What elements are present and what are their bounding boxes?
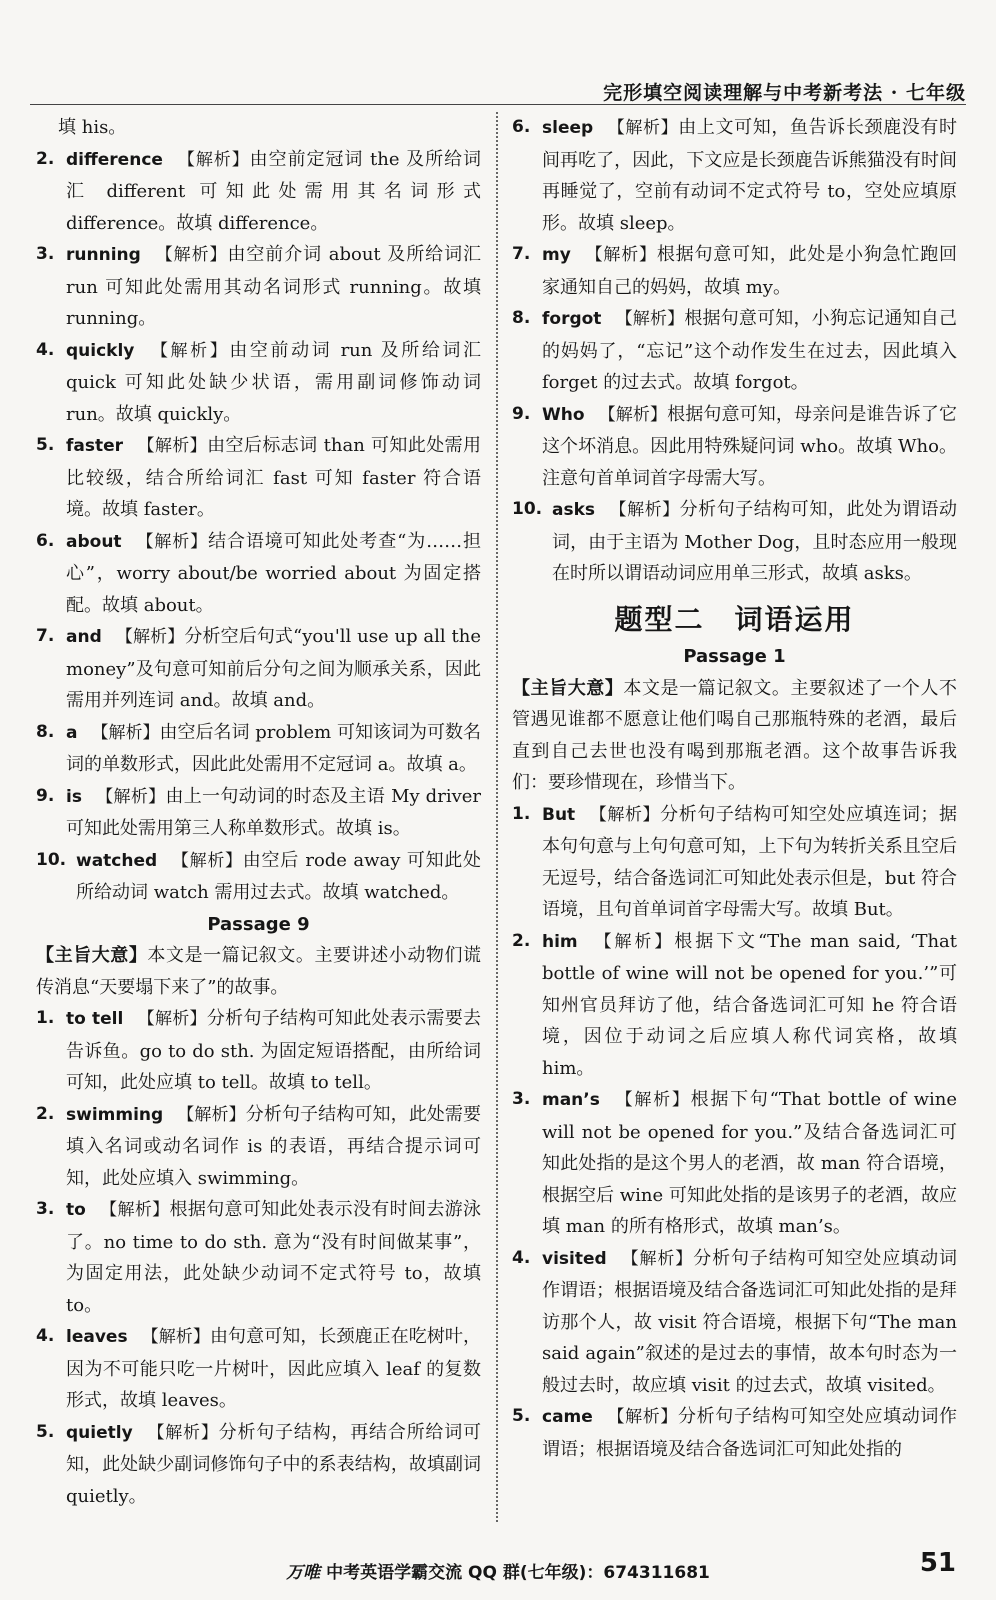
item-number: 2.	[512, 930, 531, 951]
analysis-text: 由空前动词 run 及所给词汇 quick 可知此处缺少状语，需用副词修饰动词 run。故填 quickly。	[66, 339, 482, 425]
item-body	[542, 926, 957, 1085]
item-body	[542, 1401, 957, 1465]
answer-word: leaves	[66, 1327, 128, 1347]
analysis-text: 分析句子结构可知，此处需要填入名词或动名词作 is 的表语，再结合提示词可知，此处应填入 swimming。	[66, 1103, 482, 1189]
item-body	[66, 1003, 481, 1099]
topic-tag: 【主旨大意】	[512, 677, 624, 699]
answer-item	[36, 1194, 481, 1321]
answer-item	[512, 303, 957, 399]
answer-word: is	[66, 786, 82, 807]
item-body	[76, 845, 481, 909]
analysis-text: 由空后名词 problem 可知该词为可数名词的单数形式，因此此处需用不定冠词 a。故填 a。	[66, 721, 482, 775]
item-number: 8.	[36, 721, 55, 742]
analysis-text: 根据句意可知此处表示没有时间去游泳了。no time to do sth. 意为“没有时间做某事”，为固定用法，此处缺少动词不定式符号 to，故填 to。	[66, 1199, 482, 1316]
answer-word: about	[66, 531, 122, 552]
item-body	[66, 1099, 481, 1195]
answer-word: came	[542, 1407, 593, 1427]
analysis-text: 由空后 rode away 可知此处所给动词 watch 需用过去式。故填 watched。	[76, 849, 482, 903]
item-number: 3.	[36, 1199, 55, 1219]
answer-item	[512, 799, 957, 926]
answer-word: quietly	[66, 1422, 133, 1443]
header-rule	[30, 104, 966, 105]
item-number: 9.	[36, 785, 55, 806]
answer-word: asks	[552, 500, 596, 520]
analysis-text: 根据句意可知，小狗忘记通知自己的妈妈了，“忘记”这个动作发生在过去，因此填入 forget 的过去式。故填 forgot。	[542, 308, 957, 393]
answer-list	[512, 112, 957, 590]
passage-heading: Passage 1	[683, 646, 786, 667]
answer-item	[36, 1003, 481, 1099]
answer-list	[36, 144, 481, 909]
analysis-text: 由上一句动词的时态及主语 My driver 可知此处需用第三人称单数形式。故填 is。	[66, 785, 481, 839]
page-number: 51	[919, 1548, 956, 1578]
answer-item	[36, 621, 481, 717]
analysis-text: 由上文可知，鱼告诉长颈鹿没有时间再吃了，因此，下文应是长颈鹿告诉熊猫没有时间再睡觉了，空前有动词不定式符号 to，空处应填原形。故填 sleep。	[542, 117, 957, 234]
item-body	[552, 494, 957, 590]
right-column	[512, 112, 957, 1465]
answer-word: running	[66, 245, 141, 265]
answer-word: to tell	[66, 1009, 124, 1029]
item-number: 4.	[36, 1326, 55, 1346]
analysis-text: 分析句子结构可知空处应填连词；据本句句意与上句句意可知，上下句为转折关系且空后无逗号，结合备选词汇可知此处表示但是，but 符合语境，且句首单词首字母需大写。故填 But。	[542, 803, 957, 920]
analysis-text: 分析句子结构可知，此处为谓语动词，由于主语为 Mother Dog，且时态应用一般现在时所以谓语动词应用单三形式，故填 asks。	[552, 499, 958, 584]
item-number: 3.	[36, 244, 55, 264]
analysis-tag: 【解析】	[135, 531, 209, 552]
answer-word: faster	[66, 436, 124, 456]
header-title: 完形填空阅读理解与中考新考法 · 七年级	[603, 82, 966, 104]
answer-word: a	[66, 722, 78, 743]
analysis-tag: 【解析】	[591, 931, 675, 952]
analysis-tag: 【解析】	[607, 118, 679, 138]
item-body	[66, 144, 481, 240]
analysis-tag: 【解析】	[99, 1200, 170, 1220]
analysis-tag: 【解析】	[176, 149, 250, 170]
topic-summary	[512, 673, 957, 799]
item-number: 1.	[512, 803, 531, 824]
item-body	[542, 239, 957, 303]
answer-word: my	[542, 245, 571, 265]
item-body	[66, 1321, 481, 1417]
answer-item	[512, 926, 957, 1085]
topic-summary	[36, 940, 481, 1003]
answer-item	[512, 239, 957, 303]
answer-item	[512, 112, 957, 239]
item-number: 7.	[512, 244, 531, 264]
analysis-text: 由空前介词 about 及所给词汇 run 可知此处需用其动名词形式 running。故填 running。	[66, 244, 482, 329]
answer-item	[512, 1401, 957, 1465]
item-number: 5.	[36, 435, 55, 455]
item-body	[66, 1417, 481, 1513]
item-body	[66, 781, 481, 845]
answer-word: watched	[76, 850, 158, 871]
item-number: 2.	[36, 1103, 55, 1124]
analysis-text: 分析句子结构可知此处表示需要去告诉鱼。go to do sth. 为固定短语搭配，由所给词可知，此处应填 to tell。故填 to tell。	[66, 1008, 482, 1093]
passage-heading: Passage 9	[207, 913, 310, 935]
item-number: 10.	[36, 849, 67, 870]
analysis-tag: 【解析】	[115, 627, 185, 647]
answer-item	[36, 526, 481, 622]
analysis-tag: 【解析】	[584, 245, 657, 265]
answer-word: quickly	[66, 340, 135, 361]
analysis-text: 根据下文“The man said, ‘That bottle of wine will not be opened for you.’”可知州官员拜访了他，结合备选词汇可知 he 符合语境，因位于动词之后应填人称代词宾格，故填 him。	[542, 930, 958, 1079]
answer-list	[36, 1003, 481, 1512]
answer-word: Who	[542, 404, 585, 425]
answer-word: visited	[542, 1248, 607, 1269]
analysis-tag: 【解析】	[613, 1090, 691, 1110]
item-number: 5.	[512, 1406, 531, 1426]
answer-word: forgot	[542, 309, 602, 329]
answer-word: him	[542, 931, 578, 952]
analysis-tag: 【解析】	[609, 500, 680, 520]
section-title: 题型二 词语运用	[614, 602, 855, 636]
footer-brand: 万唯	[286, 1563, 321, 1583]
answer-item	[36, 1321, 481, 1417]
topic-text: 本文是一篇记叙文。主要讲述小动物们谎传消息“天要塌下来了”的故事。	[36, 945, 482, 998]
answer-item	[36, 144, 481, 240]
analysis-tag: 【解析】	[615, 309, 685, 329]
analysis-text: 分析空后句式“you'll use up all the money”及句意可知前后分句之间为顺承关系，因此需用并列连词 and。故填 and。	[66, 626, 481, 711]
answer-item	[36, 430, 481, 526]
item-number: 6.	[512, 117, 531, 137]
item-number: 2.	[36, 148, 55, 169]
answer-word: sleep	[542, 118, 594, 138]
analysis-tag: 【解析】	[589, 804, 661, 825]
item-body	[66, 335, 481, 431]
item-body	[542, 303, 957, 399]
item-number: 1.	[36, 1008, 55, 1028]
analysis-tag: 【解析】	[137, 1009, 207, 1029]
answer-item	[36, 239, 481, 335]
item-body	[66, 621, 481, 717]
item-body	[66, 717, 481, 781]
analysis-tag: 【解析】	[598, 404, 668, 425]
analysis-text: 由句意可知，长颈鹿正在吃树叶，因为不可能只吃一片树叶，因此应填入 leaf 的复数形式，故填 leaves。	[66, 1326, 482, 1411]
answer-item	[512, 494, 957, 590]
analysis-tag: 【解析】	[146, 1422, 219, 1443]
answer-word: But	[542, 804, 576, 825]
answer-word: and	[66, 627, 102, 647]
answer-item	[512, 399, 957, 495]
item-body	[542, 1084, 957, 1243]
topic-text: 本文是一篇记叙文。主要叙述了一个人不管遇见谁都不愿意让他们喝自己那瓶特殊的老酒，最后直到自己去世也没有喝到那瓶老酒。这个故事告诉我们：要珍惜现在，珍惜当下。	[512, 677, 958, 793]
item-number: 5.	[36, 1421, 55, 1442]
answer-word: man’s	[542, 1090, 600, 1110]
answer-item	[512, 1084, 957, 1243]
analysis-tag: 【解析】	[137, 436, 208, 456]
answer-item	[512, 1243, 957, 1402]
item-body	[66, 1194, 481, 1321]
analysis-text: 分析句子结构，再结合所给词可知，此处缺少副词修饰句子中的系表结构，故填副词 quietly。	[66, 1421, 482, 1507]
analysis-tag: 【解析】	[620, 1248, 694, 1269]
item-body	[66, 430, 481, 526]
answer-item	[36, 845, 481, 909]
item-body	[542, 1243, 957, 1402]
answer-word: difference	[66, 149, 163, 170]
analysis-tag: 【解析】	[148, 340, 230, 361]
analysis-tag: 【解析】	[606, 1407, 679, 1427]
answer-item	[36, 1099, 481, 1195]
item-body	[66, 526, 481, 622]
column-divider	[496, 112, 498, 1522]
footer	[0, 1558, 996, 1583]
answer-word: swimming	[66, 1104, 164, 1125]
answer-item	[36, 335, 481, 431]
item-number: 7.	[36, 626, 55, 646]
analysis-text: 结合语境可知此处考查“为……担心”，worry about/be worried about 为固定搭配。故填 about。	[66, 530, 482, 616]
item-number: 3.	[512, 1089, 531, 1109]
analysis-tag: 【解析】	[177, 1104, 246, 1125]
left-column	[36, 112, 481, 1512]
analysis-tag: 【解析】	[154, 245, 228, 265]
analysis-text: 根据句意可知，母亲问是谁告诉了它这个坏消息。因此用特殊疑问词 who。故填 Who。注意句首单词首字母需大写。	[542, 403, 958, 489]
analysis-text: 由空后标志词 than 可知此处需用比较级，结合所给词汇 fast 可知 faster 符合语境。故填 faster。	[66, 435, 482, 520]
item-number: 10.	[512, 499, 543, 519]
analysis-tag: 【解析】	[141, 1327, 210, 1347]
answer-item	[36, 1417, 481, 1513]
item-number: 9.	[512, 403, 531, 424]
analysis-text: 根据句意可知，此处是小狗急忙跑回家通知自己的妈妈，故填 my。	[542, 244, 958, 298]
analysis-tag: 【解析】	[171, 850, 243, 871]
item-number: 6.	[36, 530, 55, 551]
answer-item	[36, 781, 481, 845]
analysis-text: 分析句子结构可知空处应填动词作谓语；根据语境及结合备选词汇可知此处指的是拜访那个人，故 visit 符合语境，根据下句“The man said again”叙述的是过去的事情，故本句时态为一般过去时，故应填 visit 的过去式，故填 visited。	[542, 1247, 957, 1396]
item-body	[542, 799, 957, 926]
analysis-tag: 【解析】	[95, 786, 166, 807]
item-body	[66, 239, 481, 335]
item-number: 8.	[512, 308, 531, 328]
answer-word: to	[66, 1200, 86, 1220]
item-body	[542, 399, 957, 495]
topic-tag: 【主旨大意】	[36, 945, 148, 966]
item-body	[542, 112, 957, 239]
footer-text: 中考英语学霸交流 QQ 群(七年级)：674311681	[326, 1563, 710, 1583]
continuation-text: 填 his。	[58, 117, 127, 138]
analysis-text: 由空前定冠词 the 及所给词汇 different 可知此处需用其名词形式 difference。故填 difference。	[66, 148, 482, 234]
analysis-tag: 【解析】	[91, 722, 160, 743]
answer-list	[512, 799, 957, 1466]
analysis-text: 根据下句“That bottle of wine will not be opened for you.”及结合备选词汇可知此处指的是这个男人的老酒，故 man 符合语境，根据空后 wine 可知此处指的是该男子的老酒，故应填 man 的所有格形式，故填 man’s。	[542, 1089, 958, 1237]
analysis-text: 分析句子结构可知空处应填动词作谓语；根据语境及结合备选词汇可知此处指的	[542, 1406, 958, 1460]
item-number: 4.	[36, 339, 55, 360]
answer-item	[36, 717, 481, 781]
item-number: 4.	[512, 1247, 531, 1268]
